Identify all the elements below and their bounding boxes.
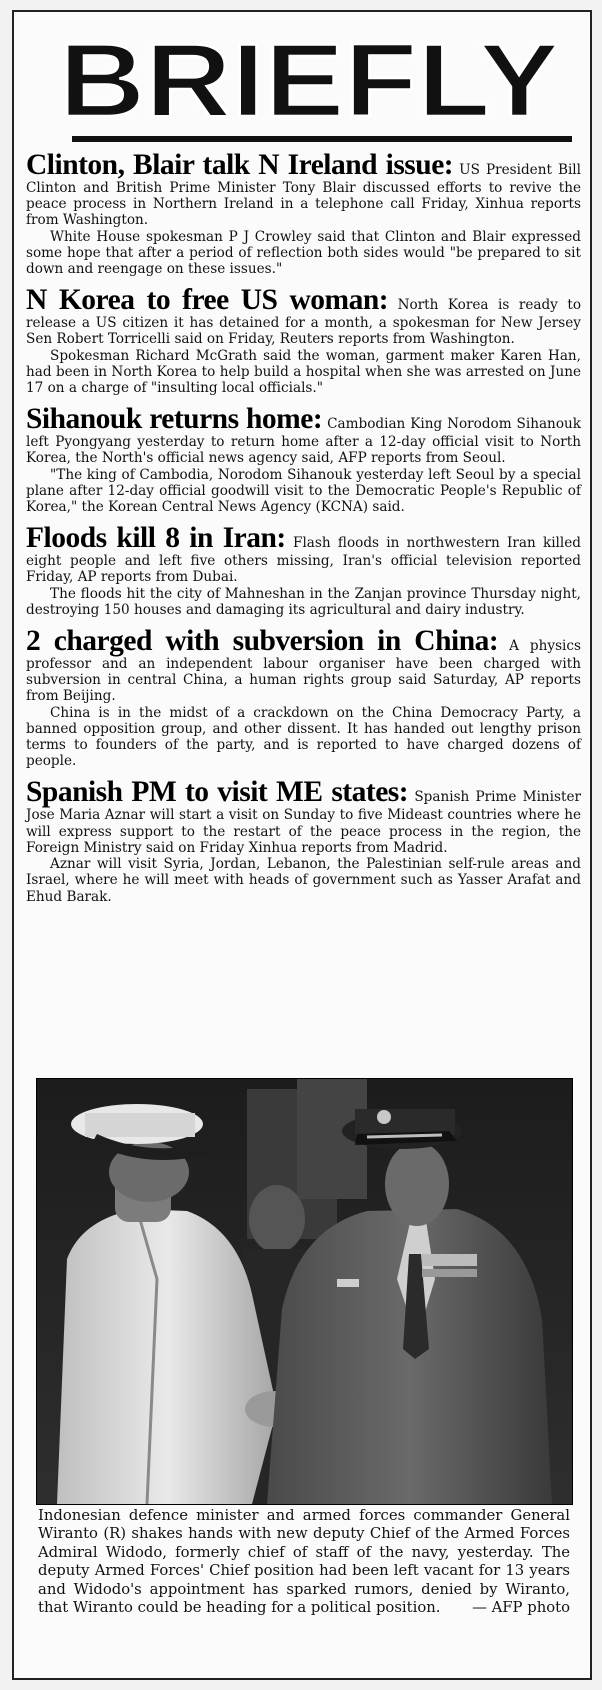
story-lead: Flash floods in northwestern Iran killed eight people and left five others missing, Iran's official television reported Friday, AP reports from Dubai. (26, 535, 581, 586)
story-headline: Spanish PM to visit ME states: (26, 776, 409, 809)
story-body: Spokesman Richard McGrath said the woman, garment maker Karen Han, had been in North Korea to help build a hospital when she was arrested on June 17 on a charge of "insulting local officials." (26, 347, 581, 397)
story (26, 404, 581, 515)
story-headline: 2 charged with subversion in China: (26, 625, 499, 658)
story-headline: Sihanouk returns home: (26, 403, 323, 436)
story-lead: North Korea is ready to release a US citizen it has detained for a month, a spokesman for New Jersey Sen Robert Torricelli said on Friday, Reuters reports from Washington. (26, 297, 581, 348)
story-headline: N Korea to free US woman: (26, 284, 389, 317)
story-body: China is in the midst of a crackdown on the China Democracy Party, a banned opposition group, and other dissent. It has handed out lengthy prison terms to founders of the party, and is reported to have charged dozens of people. (26, 704, 581, 770)
masthead-title (54, 30, 564, 130)
story (26, 777, 581, 904)
story-body: Aznar will visit Syria, Jordan, Lebanon, the Palestinian self-rule areas and Israel, where he will meet with heads of government such as Yasser Arafat and Ehud Barak. (26, 856, 581, 905)
story (26, 523, 581, 618)
story-body: The floods hit the city of Mahneshan in the Zanjan province Thursday night, destroying 150 houses and damaging its agricultural and dairy industry. (26, 585, 581, 618)
newspaper-page (12, 10, 592, 1680)
photo-credit: — AFP photo (472, 1599, 570, 1617)
story-lead: US President Bill Clinton and British Prime Minister Tony Blair discussed efforts to revive the peace process in Northern Ireland in a telephone call Friday, Xinhua reports from Washington. (26, 162, 581, 229)
story-lead: A physics professor and an independent labour organiser have been charged with subversion in central China, a human rights group said Saturday, AP reports from Beijing. (26, 638, 581, 705)
masthead (54, 26, 564, 144)
story (26, 150, 581, 277)
story-lead: Cambodian King Norodom Sihanouk left Pyongyang yesterday to return home after a 12-day official visit to North Korea, the North's official news agency said, AFP reports from Seoul. (26, 416, 581, 467)
photo-caption (38, 1507, 570, 1618)
svg-text:BRIEFLY: BRIEFLY (59, 30, 559, 130)
story (26, 285, 581, 396)
story-headline: Floods kill 8 in Iran: (26, 522, 286, 555)
news-photo (36, 1078, 573, 1505)
story (26, 626, 581, 769)
photo-illustration (37, 1079, 572, 1504)
story-list (26, 150, 581, 913)
masthead-rule (72, 136, 572, 142)
caption-text: Indonesian defence minister and armed forces commander General Wiranto (R) shakes hands with new deputy Chief of the Armed Forces Admiral Widodo, formerly chief of staff of the navy, yesterday. The deputy Armed Forces' Chief position had been left vacant for 13 years and Widodo's appointment has sparked rumors, denied by Wiranto, that Wiranto could be heading for a political position. (38, 1507, 570, 1617)
story-body: White House spokesman P J Crowley said that Clinton and Blair expressed some hope that after a period of reflection both sides would "be prepared to sit down and reengage on these issues." (26, 228, 581, 278)
story-lead: Spanish Prime Minister Jose Maria Aznar will start a visit on Sunday to five Mideast countries where he will express support to the restart of the peace process in the region, the Foreign Ministry said on Friday Xinhua reports from Madrid. (26, 789, 582, 856)
story-headline: Clinton, Blair talk N Ireland issue: (26, 149, 454, 181)
story-body: "The king of Cambodia, Norodom Sihanouk yesterday left Seoul by a special plane after 12-day official goodwill visit to the Democratic People's Republic of Korea," the Korean Central News Agency (KCNA) said. (26, 466, 581, 516)
